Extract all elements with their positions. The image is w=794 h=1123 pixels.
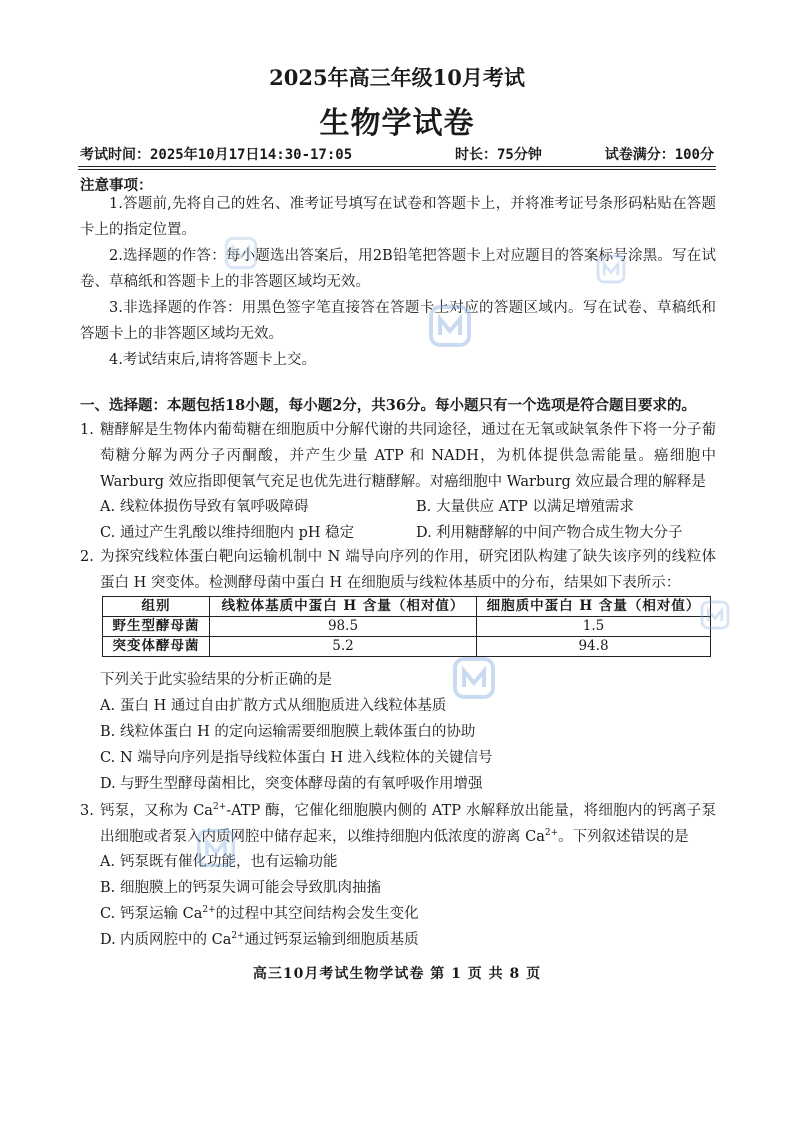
option-d: D. 与野生型酵母菌相比，突变体酵母菌的有氧呼吸作用增强: [100, 776, 483, 792]
exam-duration: 时长：75分钟: [455, 147, 542, 163]
table-header: 细胞质中蛋白 H 含量（相对值）: [477, 597, 711, 617]
page-footer: 高三10月考试生物学试卷 第 1 页 共 8 页: [252, 966, 542, 982]
question-stem: 糖酵解是生物体内葡萄糖在细胞质中分解代谢的共同途径，通过在无氧或缺氧条件下将一分子葡萄糖分解为两分子丙酮酸，并产生少量 ATP 和 NADH，为机体提供急需能量。癌细胞中 Warburg 效应指即便氧气充足也优先进行糖酵解。对癌细胞中 Warburg 效应最合理的解释是: [100, 422, 716, 490]
option-c: C. 通过产生乳酸以维持细胞内 pH 稳定: [100, 525, 355, 541]
section-heading: 一、选择题：本题包括18小题，每小题2分，共36分。每小题只有一个选项是符合题目要求的。: [80, 397, 696, 414]
table-row: [103, 637, 711, 657]
question-lead: 下列关于此实验结果的分析正确的是: [100, 672, 332, 688]
question-number: 3.: [80, 803, 94, 819]
option-b: B. 细胞膜上的钙泵失调可能会导致肌肉抽搐: [100, 880, 381, 896]
option-c: C. 钙泵运输 $Ca^{2+}$的过程中其空间结构会发生变化: [100, 905, 419, 922]
question-2: [80, 544, 716, 596]
note-item: 4.考试结束后,请将答题卡上交。: [109, 352, 316, 368]
notes-heading: 注意事项：: [80, 177, 153, 194]
table-cell: 野生型酵母菌: [103, 617, 210, 637]
note-item: 3.非选择题的作答：用黑色签字笔直接答在答题卡上对应的答题区域内。写在试卷、草稿纸和答题卡上的非答题区域均无效。: [80, 300, 716, 342]
table-cell: 98.5: [210, 617, 477, 637]
note-item: 1.答题前,先将自己的姓名、准考证号填写在试卷和答题卡上，并将准考证号条形码粘贴在答题卡上的指定位置。: [80, 196, 716, 238]
option-a: A. 钙泵既有催化功能，也有运输功能: [100, 854, 338, 870]
exam-time: 考试时间：2025年10月17日14:30-17:05: [80, 147, 353, 163]
watermark-logo-icon: [452, 656, 496, 700]
note-item: 2.选择题的作答：每小题选出答案后，用2B铅笔把答题卡上对应题目的答案标号涂黑。写在试卷、草稿纸和答题卡上的非答题区域均无效。: [80, 248, 716, 290]
header-rule-bottom: [78, 169, 716, 170]
exam-full-score: 试卷满分：100分: [604, 147, 714, 163]
option-d: D. 内质网腔中的 $Ca^{2+}$通过钙泵运输到细胞质基质: [100, 931, 419, 948]
table-cell: 突变体酵母菌: [103, 637, 210, 657]
option-c: C. N 端导向序列是指导线粒体蛋白 H 进入线粒体的关键信号: [100, 750, 493, 766]
exam-title: 2025年高三年级10月考试: [269, 65, 525, 90]
question-1: [80, 417, 716, 495]
question-number: 2.: [80, 549, 94, 565]
header-rule-top: [78, 166, 716, 167]
table-cell: 94.8: [477, 637, 711, 657]
option-a: A. 线粒体损伤导致有氧呼吸障碍: [100, 499, 309, 515]
table-cell: 5.2: [210, 637, 477, 657]
option-a: A. 蛋白 H 通过自由扩散方式从细胞质进入线粒体基质: [100, 698, 447, 714]
subject-title: 生物学试卷: [319, 106, 475, 141]
question-number: 1.: [80, 422, 94, 438]
option-d: D. 利用糖酵解的中间产物合成生物大分子: [416, 525, 683, 541]
results-table: [102, 596, 711, 657]
table-row: [103, 617, 711, 637]
table-header: 线粒体基质中蛋白 H 含量（相对值）: [210, 597, 477, 617]
exam-meta-row: [80, 144, 714, 164]
question-stem: 为探究线粒体蛋白靶向运输机制中 N 端导向序列的作用，研究团队构建了缺失该序列的线粒体蛋白 H 突变体。检测酵母菌中蛋白 H 在细胞质与线粒体基质中的分布，结果如下表所示：: [100, 549, 716, 591]
table-cell: 1.5: [477, 617, 711, 637]
table-header: 组别: [103, 597, 210, 617]
question-3: [80, 798, 716, 850]
table-header-row: [103, 597, 711, 617]
option-b: B. 大量供应 ATP 以满足增殖需求: [416, 499, 634, 515]
question-stem: 钙泵，又称为 $Ca^{2+}$-ATP 酶，它催化细胞膜内侧的 ATP 水解释放出能量，将细胞内的钙离子泵出细胞或者泵入内质网腔中储存起来，以维持细胞内低浓度的游离 $Ca^{2+}$。下列叙述错误的是: [100, 802, 716, 845]
option-b: B. 线粒体蛋白 H 的定向运输需要细胞膜上载体蛋白的协助: [100, 724, 476, 740]
